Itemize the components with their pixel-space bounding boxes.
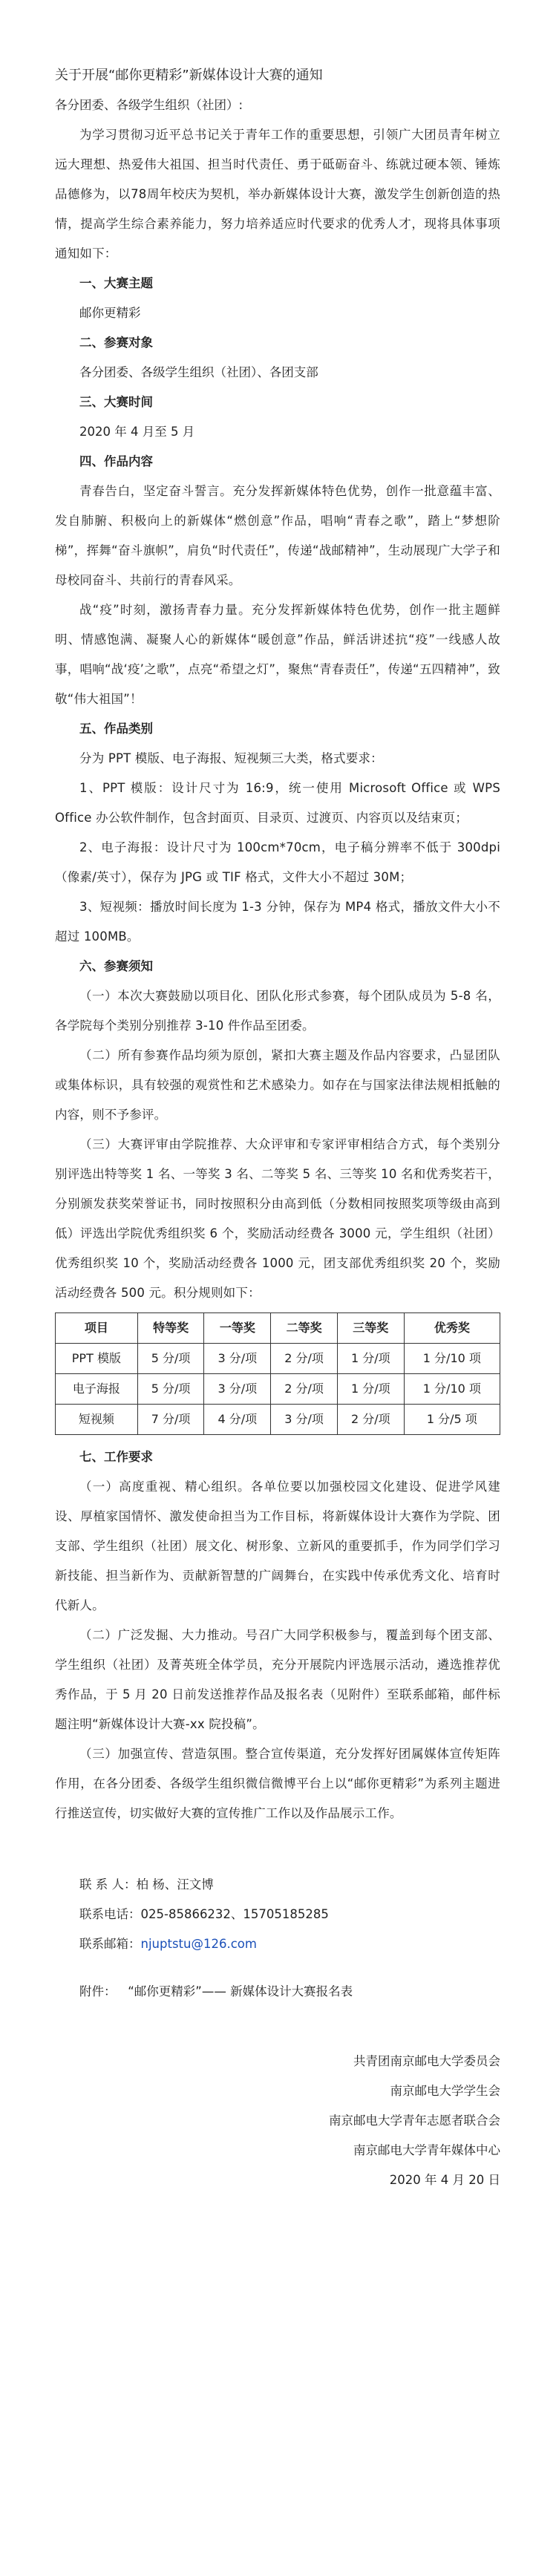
intro-paragraph: 为学习贯彻习近平总书记关于青年工作的重要思想，引领广大团员青年树立远大理想、热爱伟大祖国、担当时代责任、勇于砥砺奋斗、练就过硬本领、锤炼品德修为，以78周年校庆为契机，举办新媒体设计大赛，激发学生创新创造的热情，提高学生综合素养能力，努力培养适应时代要求的优秀人才，现将具体事项通知如下： xyxy=(55,128,500,261)
table-header-cell: 一等奖 xyxy=(204,1313,271,1344)
section-5-item-ppt: 1、PPT 模版：设计尺寸为 16:9，统一使用 Microsoft Office 或 WPS Office 办公软件制作，包含封面页、目录页、过渡页、内容页以及结束页； xyxy=(55,781,500,825)
table-cell: 5 分/项 xyxy=(137,1374,204,1405)
table-cell: 3 分/项 xyxy=(204,1374,271,1405)
section-1-body: 邮你更精彩 xyxy=(79,306,141,320)
section-5-item-poster: 2、电子海报：设计尺寸为 100cm*70cm，电子稿分辨率不低于 300dpi（像素/英寸），保存为 JPG 或 TIF 格式，文件大小不超过 30M； xyxy=(55,840,500,884)
section-5-intro: 分为 PPT 模版、电子海报、短视频三大类，格式要求： xyxy=(79,751,383,765)
section-6-paragraph-2: （二）所有参赛作品均须为原创，紧扣大赛主题及作品内容要求，凸显团队或集体标识，具有较强的观赏性和艺术感染力。如存在与国家法律法规相抵触的内容，则不予参评。 xyxy=(55,1048,500,1122)
section-4-paragraph-1: 青春告白，坚定奋斗誓言。充分发挥新媒体特色优势，创作一批意蕴丰富、发自肺腑、积极向上的新媒体“燃创意”作品，唱响“青春之歌”，踏上“梦想阶梯”，挥舞“奋斗旗帜”，肩负“时代责任”，传递“战邮精神”，生动展现广大学子和母校同奋斗、共前行的青春风采。 xyxy=(55,484,500,587)
section-5-heading: 五、作品类别 xyxy=(79,722,153,736)
table-header-cell: 优秀奖 xyxy=(404,1313,500,1344)
scoring-table xyxy=(55,1312,500,1435)
table-cell: 短视频 xyxy=(56,1405,138,1435)
table-cell: 1 分/10 项 xyxy=(404,1374,500,1405)
signature-block xyxy=(55,2047,500,2195)
contact-phone-value: 025-85866232、15705185285 xyxy=(140,1907,329,1921)
contact-email-link[interactable]: njuptstu@126.com xyxy=(140,1937,257,1951)
table-row xyxy=(56,1405,500,1435)
table-header-cell: 特等奖 xyxy=(137,1313,204,1344)
contact-email-label: 联系邮箱： xyxy=(79,1937,141,1951)
section-4-heading: 四、作品内容 xyxy=(79,454,153,468)
attachment-label: 附件： xyxy=(79,1984,117,1998)
table-cell: 2 分/项 xyxy=(337,1405,404,1435)
contact-people-value: 柏 杨、汪文博 xyxy=(136,1877,214,1892)
notice-title: 关于开展“邮你更精彩”新媒体设计大赛的通知 xyxy=(55,68,323,83)
table-cell: 1 分/项 xyxy=(337,1374,404,1405)
section-7-paragraph-3: （三）加强宣传、营造氛围。整合宣传渠道，充分发挥好团属媒体宣传矩阵作用，在各分团委、各级学生组织微信微博平台上以“邮你更精彩”为系列主题进行推送宣传，切实做好大赛的宣传推广工作以及作品展示工作。 xyxy=(55,1747,500,1820)
table-cell: 7 分/项 xyxy=(137,1405,204,1435)
table-row xyxy=(56,1344,500,1374)
section-7-paragraph-2: （二）广泛发掘、大力推动。号召广大同学积极参与，覆盖到每个团支部、学生组织（社团）及菁英班全体学员，充分开展院内评选展示活动，遴选推荐优秀作品，于 5 月 20 日前发送推荐作品及报名表（见附件）至联系邮箱，邮件标题注明“新媒体设计大赛-xx 院投稿”。 xyxy=(55,1628,500,1731)
section-7-heading: 七、工作要求 xyxy=(79,1450,153,1464)
section-6-paragraph-1: （一）本次大赛鼓励以项目化、团队化形式参赛，每个团队成员为 5-8 名，各学院每个类别分别推荐 3-10 件作品至团委。 xyxy=(55,989,500,1033)
table-header-cell: 三等奖 xyxy=(337,1313,404,1344)
table-row xyxy=(56,1374,500,1405)
table-cell: 1 分/5 项 xyxy=(404,1405,500,1435)
section-1-heading: 一、大赛主题 xyxy=(79,276,153,290)
attachment-text: “邮你更精彩”—— 新媒体设计大赛报名表 xyxy=(128,1984,353,1998)
table-cell: PPT 模版 xyxy=(56,1344,138,1374)
table-cell: 1 分/项 xyxy=(337,1344,404,1374)
table-cell: 1 分/10 项 xyxy=(404,1344,500,1374)
contact-people-label: 联 系 人： xyxy=(79,1877,137,1892)
section-2-heading: 二、参赛对象 xyxy=(79,336,153,350)
attachment-line xyxy=(55,1977,500,2007)
table-cell: 5 分/项 xyxy=(137,1344,204,1374)
section-3-body: 2020 年 4 月至 5 月 xyxy=(79,425,195,439)
signature-line: 南京邮电大学青年媒体中心 xyxy=(353,2143,500,2157)
section-7-paragraph-1: （一）高度重视、精心组织。各单位要以加强校园文化建设、促进学风建设、厚植家国情怀、激发使命担当为工作目标，将新媒体设计大赛作为学院、团支部、学生组织（社团）展文化、树形象、立新风的重要抓手，作为同学们学习新技能、担当新作为、贡献新智慧的广阔舞台，在实践中传承优秀文化、培育时代新人。 xyxy=(55,1480,500,1612)
table-cell: 2 分/项 xyxy=(271,1374,338,1405)
signature-line: 南京邮电大学学生会 xyxy=(390,2084,500,2098)
notice-document xyxy=(55,61,500,2195)
section-6-heading: 六、参赛须知 xyxy=(79,959,153,973)
contact-phone xyxy=(55,1900,500,1929)
section-3-heading: 三、大赛时间 xyxy=(79,395,153,409)
table-header-cell: 二等奖 xyxy=(271,1313,338,1344)
signature-line: 南京邮电大学青年志愿者联合会 xyxy=(329,2114,500,2128)
section-2-body: 各分团委、各级学生组织（社团）、各团支部 xyxy=(79,365,318,379)
table-cell: 电子海报 xyxy=(56,1374,138,1405)
table-header-cell: 项目 xyxy=(56,1313,138,1344)
contact-phone-label: 联系电话： xyxy=(79,1907,141,1921)
contact-people xyxy=(55,1870,500,1900)
table-cell: 2 分/项 xyxy=(271,1344,338,1374)
signature-line: 共青团南京邮电大学委员会 xyxy=(353,2054,500,2068)
signature-date: 2020 年 4 月 20 日 xyxy=(389,2173,500,2187)
section-4-paragraph-2: 战“疫”时刻，激扬青春力量。充分发挥新媒体特色优势，创作一批主题鲜明、情感饱满、凝聚人心的新媒体“暖创意”作品，鲜活讲述抗“疫”一线感人故事，唱响“战‘疫’之歌”，点亮“希望之灯”，聚焦“青春责任”，传递“五四精神”，致敬“伟大祖国”！ xyxy=(55,603,500,706)
table-cell: 4 分/项 xyxy=(204,1405,271,1435)
section-5-item-video: 3、短视频：播放时间长度为 1-3 分钟，保存为 MP4 格式，播放文件大小不超过 100MB。 xyxy=(55,900,500,944)
table-header-row xyxy=(56,1313,500,1344)
table-cell: 3 分/项 xyxy=(204,1344,271,1374)
salutation: 各分团委、各级学生组织（社团）: xyxy=(55,98,243,112)
section-6-paragraph-3: （三）大赛评审由学院推荐、大众评审和专家评审相结合方式，每个类别分别评选出特等奖 1 名、一等奖 3 名、二等奖 5 名、三等奖 10 名和优秀奖若干，分别颁发获奖荣誉证书，同时按照积分由高到低（分数相同按照奖项等级由高到低）评选出学院优秀组织奖 6 个，奖励活动经费各 3000 元，学生组织（社团）优秀组织奖 10 个，奖励活动经费各 1000 元，团支部优秀组织奖 20 个，奖励活动经费各 500 元。积分规则如下： xyxy=(55,1137,500,1300)
contact-email xyxy=(55,1929,500,1959)
table-cell: 3 分/项 xyxy=(271,1405,338,1435)
